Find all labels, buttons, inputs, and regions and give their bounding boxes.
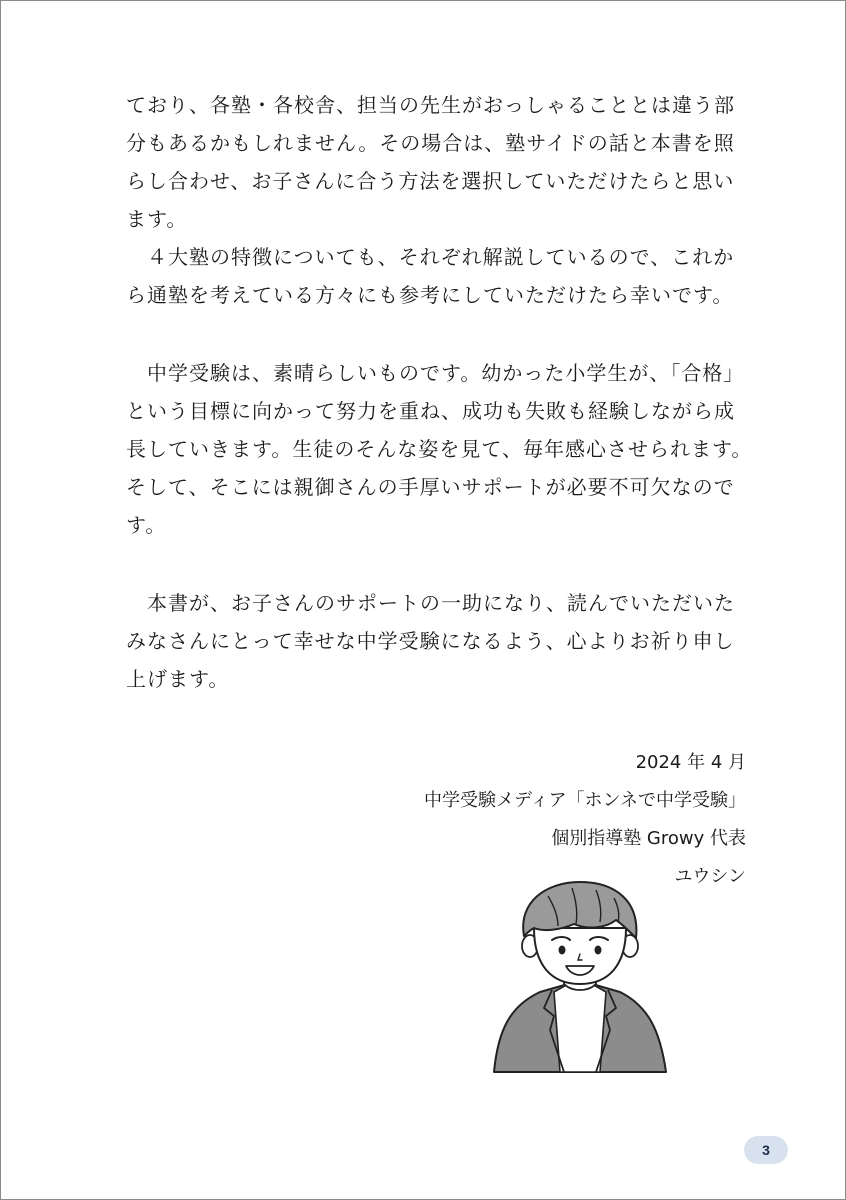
text-line: 分もあるかもしれません。その場合は、塾サイドの話と本書を照	[126, 131, 735, 155]
text-line: 本書が、お子さんのサポートの一助になり、読んでいただいた	[126, 591, 735, 615]
page-number-badge: 3	[744, 1136, 788, 1164]
paragraph-1	[126, 86, 748, 314]
paragraph-gap	[126, 314, 748, 354]
text-line: ます。	[126, 207, 188, 231]
text-line: ４大塾の特徴についても、それぞれ解説しているので、これか	[126, 245, 735, 269]
body-text	[126, 86, 753, 698]
text-line: らし合わせ、お子さんに合う方法を選択していただけたらと思い	[126, 169, 735, 193]
text-line: という目標に向かって努力を重ね、成功も失敗も経験しながら成	[126, 399, 735, 423]
signature-date: 2024 年 4 月	[635, 752, 746, 773]
text-line: す。	[126, 513, 167, 537]
signature-position: 個別指導塾 Growy 代表	[551, 828, 746, 849]
text-line: 中学受験は、素晴らしいものです。幼かった小学生が、「合格」	[126, 361, 745, 385]
paragraph-3	[126, 584, 748, 698]
author-portrait-icon	[488, 880, 670, 1096]
text-line: ており、各塾・各校舎、担当の先生がおっしゃることとは違う部	[126, 93, 735, 117]
signature-name: ユウシン	[674, 866, 746, 887]
text-line: 長していきます。生徒のそんな姿を見て、毎年感心させられます。	[126, 437, 753, 461]
text-line: ら通塾を考えている方々にも参考にしていただけたら幸いです。	[126, 283, 734, 307]
paragraph-gap	[126, 544, 748, 584]
text-line: 上げます。	[126, 667, 230, 691]
signature-block	[424, 744, 746, 896]
paragraph-2	[126, 354, 753, 544]
signature-media: 中学受験メディア「ホンネで中学受験」	[423, 790, 746, 811]
text-line: そして、そこには親御さんの手厚いサポートが必要不可欠なので	[126, 475, 735, 499]
text-line: みなさんにとって幸せな中学受験になるよう、心よりお祈り申し	[126, 629, 735, 653]
